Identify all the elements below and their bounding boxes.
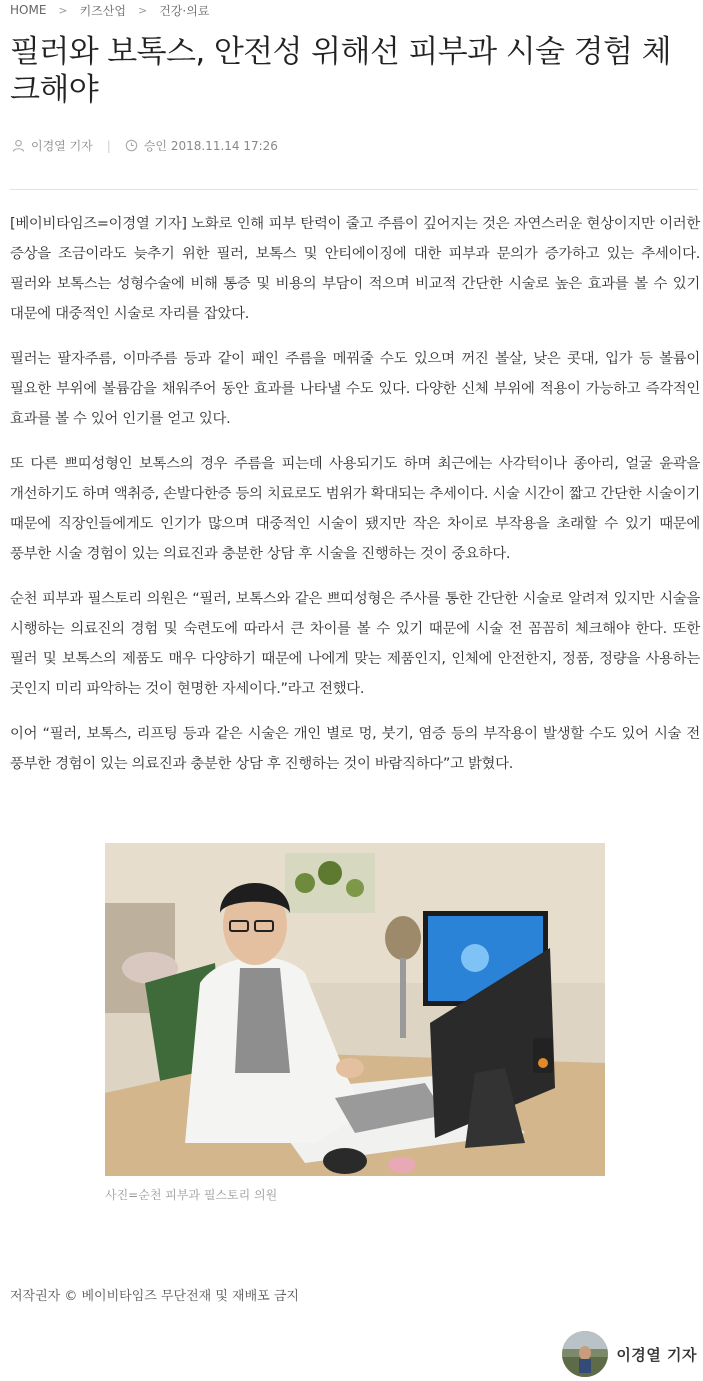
copyright-notice: 저작권자 © 베이비타임즈 무단전재 및 재배포 금지 bbox=[10, 1289, 299, 1304]
approval-date: 승인 2018.11.14 17:26 bbox=[143, 139, 278, 153]
user-icon bbox=[12, 139, 25, 152]
article-photo[interactable] bbox=[105, 843, 605, 1176]
chevron-right-icon: > bbox=[58, 3, 68, 17]
reporter-byline[interactable] bbox=[562, 1331, 697, 1377]
reporter-name[interactable]: 이경열 기자 bbox=[616, 1345, 697, 1364]
article-author[interactable]: 이경열 기자 bbox=[31, 139, 93, 153]
reporter-avatar-image bbox=[562, 1331, 608, 1377]
breadcrumb bbox=[10, 2, 209, 18]
article-paragraph: 필러는 팔자주름, 이마주름 등과 같이 패인 주름을 메꿔줄 수도 있으며 꺼진 볼살, 낮은 콧대, 입가 등 볼륨이 필요한 부위에 볼륨감을 채워주어 동안 효과를 나타낼 수도 있다. 다양한 신체 부위에 적용이 가능하고 즉각적인 효과를 볼 수 있어 인기를 얻고 있다. bbox=[10, 351, 700, 427]
clock-icon bbox=[125, 139, 138, 152]
article-paragraph: [베이비타임즈=이경열 기자] 노화로 인해 피부 탄력이 줄고 주름이 깊어지는 것은 자연스러운 현상이지만 이러한 증상을 조금이라도 늦추기 위한 필러, 보톡스 및 안티에이징에 대한 피부과 문의가 증가하고 있는 추세이다. 필러와 보톡스는 성형수술에 비해 통증 및 비용의 부담이 적으며 비교적 간단한 시술로 높은 효과를 볼 수 있기 대문에 대중적인 시술로 자리를 잡았다. bbox=[10, 216, 700, 322]
article-paragraph: 이어 “필러, 보톡스, 리프팅 등과 같은 시술은 개인 별로 멍, 붓기, 염증 등의 부작용이 발생할 수도 있어 시술 전 풍부한 경험이 있는 의료진과 충분한 상담 후 진행하는 것이 바람직하다”고 밝혔다. bbox=[10, 726, 700, 772]
photo-caption: 사진=순천 피부과 필스토리 의원 bbox=[105, 1188, 278, 1202]
chevron-right-icon: > bbox=[138, 3, 148, 17]
article-body bbox=[10, 209, 700, 794]
breadcrumb-section[interactable]: 키즈산업 bbox=[79, 3, 126, 18]
article-title: 필러와 보톡스, 안전성 위해선 피부과 시술 경험 체크해야 bbox=[10, 34, 671, 108]
breadcrumb-home[interactable]: HOME bbox=[10, 3, 47, 17]
title-divider bbox=[10, 189, 698, 190]
meta-divider: | bbox=[106, 138, 111, 153]
article-paragraph: 순천 피부과 필스토리 의원은 “필러, 보톡스와 같은 쁘띠성형은 주사를 통한 간단한 시술로 알려져 있지만 시술을 시행하는 의료진의 경험 및 숙련도에 따라서 큰 차이를 볼 수 있기 때문에 시술 전 꼼꼼히 체크해야 한다. 또한 필러 및 보톡스의 제품도 매우 다양하기 때문에 나에게 맞는 제품인지, 인체에 안전한지, 정품, 정량을 사용하는 곳인지 미리 파악하는 것이 현명한 자세이다.”라고 전했다. bbox=[10, 591, 700, 697]
article-paragraph: 또 다른 쁘띠성형인 보톡스의 경우 주름을 피는데 사용되기도 하며 최근에는 사각턱이나 종아리, 얼굴 윤곽을 개선하기도 하며 액취증, 손발다한증 등의 치료로도 범위가 확대되는 추세이다. 시술 시간이 짧고 간단한 시술이기 때문에 직장인들에게도 인기가 많으며 대중적인 시술이 됐지만 작은 차이로 부작용을 초래할 수 있기 때문에 풍부한 시술 경험이 있는 의료진과 충분한 상담 후 시술을 진행하는 것이 중요하다. bbox=[10, 456, 700, 562]
doctor-at-desk-photo bbox=[105, 843, 605, 1176]
article-meta bbox=[12, 137, 278, 154]
avatar[interactable] bbox=[562, 1331, 608, 1377]
breadcrumb-subsection[interactable]: 건강·의료 bbox=[159, 3, 210, 18]
